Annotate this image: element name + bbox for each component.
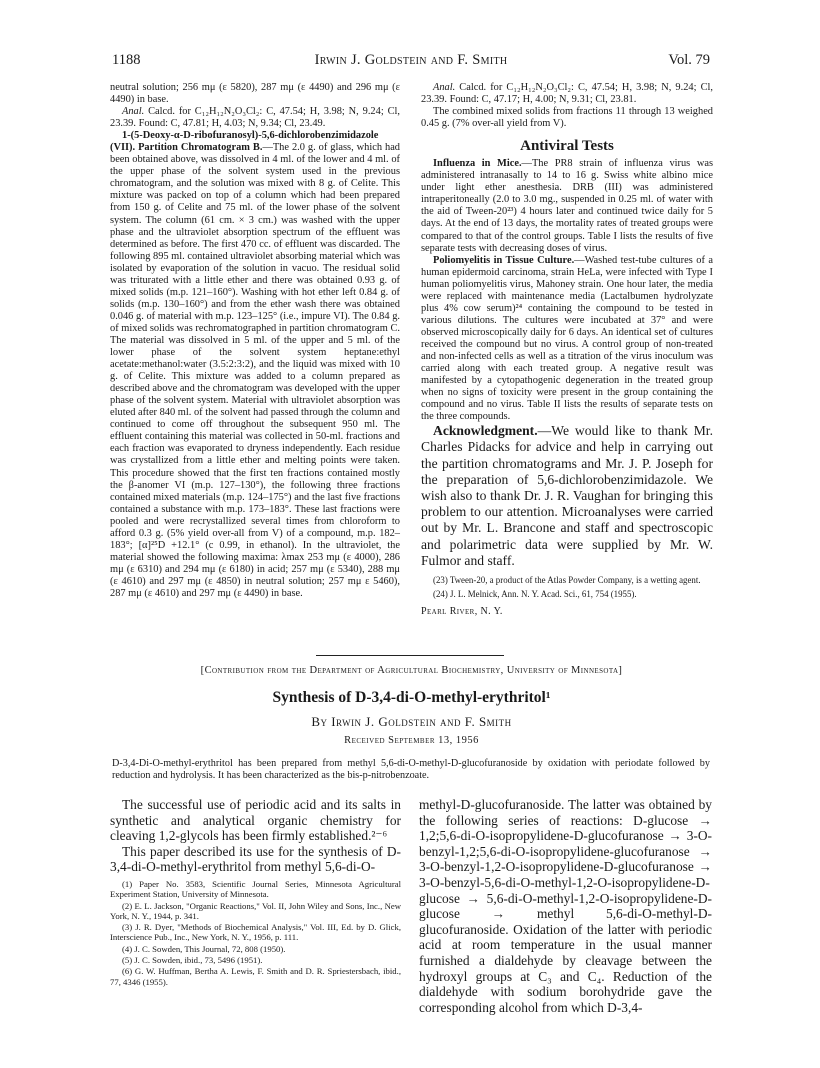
section-title-antiviral: Antiviral Tests: [520, 138, 614, 155]
anal-label: Anal.: [122, 106, 145, 118]
abstract: D-3,4-Di-O-methyl-erythritol has been prepared from methyl 5,6-di-O-methyl-D-glucofuranoside by oxidation with periodate followed by reduction and hydrolysis. It has been characterized as the bis-p-nitrobenzoate.: [112, 758, 710, 781]
footnotes-bottom: [110, 879, 401, 987]
ack-heading: Acknowledgment.: [433, 423, 538, 439]
right-column-top: [421, 82, 713, 618]
footnote-24: (24) J. L. Melnick, Ann. N. Y. Acad. Sci., 61, 754 (1955).: [433, 589, 637, 600]
place-line: Pearl River, N. Y.: [421, 606, 503, 618]
running-head-authors: Irwin J. Goldstein and F. Smith: [314, 52, 508, 68]
polio-paragraph: [421, 255, 713, 424]
anal-text-2: Calcd. for C₁₂H₁₂N₂O₃Cl₂: C, 47.54; H, 3.98; N, 9.24; Cl, 23.39. Found: C, 47.17; H, 4.00; N, 9.31; Cl, 23.81.: [421, 82, 713, 106]
volume-number: Vol. 79: [668, 52, 710, 68]
footnote-5: (5) J. C. Sowden, ibid., 73, 5496 (1951).: [122, 955, 263, 966]
ack-text: —We would like to thank Mr. Charles Pidacks for advice and help in carrying out the partition chromatograms and Mr. J. P. Joseph for the preparation of 5,6-dichlorobenzimidazole. We wish also to thank Dr. J. R. Vaughan for bringing this problem to our attention. Microanalyses were carried out by Mr. L. Brancone and staff and spectroscopic and polarimetric data were supplied by Mr. W. Fulmor and staff.: [421, 423, 713, 568]
acknowledgment-paragraph: [421, 423, 713, 569]
compound-heading: 1-(5-Deoxy-α-D-ribofuranosyl)-5,6-dichlorobenzimidazole (VII). Partition Chromatogram B.: [110, 130, 379, 154]
analysis-paragraph-2: [421, 82, 713, 106]
byline: By Irwin J. Goldstein and F. Smith: [311, 714, 512, 729]
page-number: 1188: [112, 52, 141, 68]
polio-text: —Washed test-tube cultures of a human epidermoid carcinoma, strain HeLa, were infected with Type I human poliomyelitis virus, Mahoney strain. One hour later, the media were replaced with maintenance media (Lactalbumen hydrolyzate plus 4% cow serum)²⁴ containing the compound to be tested in various dilutions. The cultures were incubated at 37° and were observed microscopically daily for 6 days. An identical set of cultures received the compound but no virus. A control group of non-treated and non-infected cells as well as a titration of the virus inoculum was carried along with each treated group. A negative result was manifested by a cytopathogenic degeneration in the treated group when no signs of toxicity were present in the group containing the compound and no virus. Table II lists the results of separate tests on the three compounds.: [421, 254, 713, 423]
footnote-6: (6) G. W. Huffman, Bertha A. Lewis, F. Smith and D. R. Spriestersbach, ibid., 77, 4346 (1955).: [110, 966, 401, 987]
polio-heading: Poliomyelitis in Tissue Culture.: [433, 254, 575, 266]
analysis-paragraph: [110, 106, 400, 130]
combined-solids-paragraph: The combined mixed solids from fractions 11 through 13 weighed 0.45 g. (7% over-all yield from V).: [421, 106, 713, 130]
anal-text: Calcd. for C₁₂H₁₂N₂O₃Cl₂: C, 47.54; H, 3.98; N, 9.24; Cl, 23.39. Found: C, 47.81; H, 4.03; N, 9.34; Cl, 23.49.: [110, 106, 400, 130]
uv-continuation: neutral solution; 256 mμ (ε 5820), 287 mμ (ε 4490) and 296 mμ (ε 4490) in base.: [110, 82, 400, 106]
influenza-text: —The PR8 strain of influenza virus was administered intranasally to 14 to 16 g. Swiss white albino mice under light ether anesthesia. DRB (III) was administered intraperitoneally (2.0 to 3.0 mg., suspended in 0.25 ml. of water with the aid of Tween-20²³) 4 hours later and continued twice daily for 5 days. At the end of 13 days, the mortality rates of treated groups were compared to that of the control groups. Table I lists the results of five separate tests with decreasing doses of virus.: [421, 158, 713, 254]
footnote-4: (4) J. C. Sowden, This Journal, 72, 808 (1950).: [122, 943, 286, 954]
article-divider: [316, 655, 504, 656]
body-paragraph-3: methyl-D-glucofuranoside. The latter was obtained by the following series of reactions: D-glucose → 1,2;5,6-di-O-isopropylidene-D-glucofuranose → 3-O-benzyl-1,2;5,6-di-O-isopropylidene-glucofuranose → 3-O-benzyl-1,2-O-isopropylidene-D-glucofuranose → 3-O-benzyl-5,6-di-O-methyl-1,2-O-isopropylidene-D-glucose → 5,6-di-O-methyl-1,2-O-isopropylidene-D-glucose → methyl 5,6-di-O-methyl-D-glucofuranoside. Oxidation of the latter with periodic acid at room temperature in the usual manner furnished a dialdehyde by cleavage between the hydroxyl groups at C₃ and C₄. Reduction of the dialdehyde with sodium borohydride gave the corresponding alcohol from which D-3,4-: [419, 797, 712, 1015]
received-date: Received September 13, 1956: [344, 735, 479, 746]
chromatogram-b-paragraph: [110, 130, 400, 600]
footnote-2: (2) E. L. Jackson, "Organic Reactions," Vol. II, John Wiley and Sons, Inc., New York, N. Y., 1944, p. 341.: [110, 900, 401, 921]
body-paragraph-1: The successful use of periodic acid and its salts in synthetic and analytical organic chemistry for cleaving 1,2-glycols has been firmly established.²⁻⁶: [110, 797, 401, 844]
anal-label-2: Anal.: [433, 82, 456, 93]
article-title: Synthesis of D-3,4-di-O-methyl-erythritol¹: [272, 689, 551, 706]
body-paragraph-2: This paper described its use for the synthesis of D-3,4-di-O-methyl-erythritol from methyl 5,6-di-O-: [110, 843, 401, 875]
contribution-line: [Contribution from the Department of Agricultural Biochemistry, University of Minnesota]: [200, 665, 623, 676]
influenza-heading: Influenza in Mice.: [433, 158, 522, 170]
running-header: [112, 52, 710, 74]
footnotes-top: [421, 575, 713, 600]
footnote-1: (1) Paper No. 3583, Scientific Journal Series, Minnesota Agricultural Experiment Station, University of Minnesota.: [110, 878, 401, 900]
body-right-column: [419, 797, 712, 1015]
body-left-column: [110, 797, 401, 988]
footnote-3: (3) J. R. Dyer, "Methods of Biochemical Analysis," Vol. III, Ed. by D. Glick, Interscience Pub., Inc., New York, N. Y., 1956, p. 111.: [110, 922, 401, 943]
influenza-paragraph: [421, 158, 713, 254]
chromatogram-b-text: —The 2.0 g. of glass, which had been obtained above, was dissolved in 4 ml. of the lower and 4 ml. of the upper phase of the solvent system used in the previous chromatogram, and the solution was mixed with 8 g. of Celite. This mixture was packed on top of a column which had been prepared from 150 g. of Celite and 75 ml. of the lower phase of the solvent system. The column (61 cm. × 3 cm.) was washed with the upper phase and the ultraviolet absorption spectrum of the effluent was determined as before. The first 470 cc. of effluent was discarded. The following 895 ml. contained ultraviolet absorbing material which was isolated by evaporation of the solution in vacuo. The residual solid was triturated with a little ether and there was obtained 0.93 g. of mixed solids (m.p. 121–160°). Washing with hot ether left 0.84 g. of solids (m.p. 130–160°) and from the ether wash there was obtained 0.046 g. of material with m.p. 123–125° (i.e., impure VI). The 0.84 g. of mixed solids was rechromatographed in partition chromatogram C. The material was dissolved in 5 ml. of the upper and 5 ml. of the lower phase of the solvent system heptane:ethyl acetate:methanol:water (3.5:2:3:2), and the liquid was mixed with 10 g. of Celite. This mixture was added to a column prepared as described above and the chromatogram was developed with the upper phase of the solvent system. Material with ultraviolet absorption was eluted after 840 ml. of the solvent had passed through the column and continued to come off throughout the subsequent 950 ml. The effluent containing this material was collected in 50-ml. fractions and each fraction was evaporated to dryness independently. Each residue was crystallized from a little ether and melting points were taken. This procedure showed that the first ten fractions contained mostly the β-anomer VI (m.p. 127–130°), the following three fractions contained mixed materials (m.p. 124–175°) and the last five fractions contained a substance with m.p. 173–183°. These last fractions were pooled and were recrystallized several times from chloroform to afford 0.3 g. (5% yield over-all from V) of a compound, m.p. 182–183°; [α]²⁵D +12.1° (c 0.99, in ethanol). In the ultraviolet, the material showed the following maxima: λmax 253 mμ (ε 4000), 286 mμ (ε 6310) and 294 mμ (ε 6180) in acid; 257 mμ (ε 5340), 288 mμ (ε 4610) and 297 mμ (ε 4850) in neutral solution; 257 mμ ε 5460), 287 mμ (ε 4610) and 297 mμ (ε 4490) in base.: [110, 142, 401, 599]
footnote-23: (23) Tween-20, a product of the Atlas Powder Company, is a wetting agent.: [433, 575, 701, 586]
left-column-top: [110, 82, 400, 600]
